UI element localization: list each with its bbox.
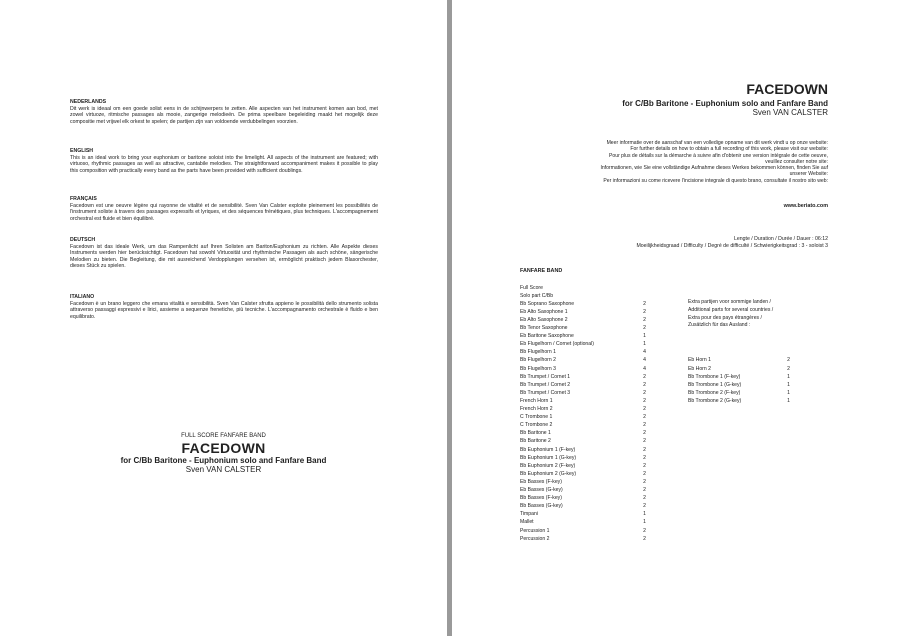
right-composer: Sven VAN CALSTER [752, 108, 828, 117]
instrument-row [520, 316, 646, 324]
instrument-row [520, 356, 646, 364]
left-page [0, 0, 447, 636]
info-line: veuillez consulter notre site: [765, 158, 828, 165]
cover-subtitle: for C/Bb Baritone - Euphonium solo and Fanfare Band [120, 456, 327, 465]
extra-parts-header [688, 299, 773, 330]
info-line: For further details on how to obtain a full recording of this work, please visit our website: [630, 146, 828, 153]
instrument-name: Bb Flugelhorn 1 [520, 349, 556, 356]
instrument-row [520, 300, 646, 308]
extra-instrument-row [688, 381, 790, 389]
instrument-qty: 2 [643, 503, 646, 510]
extra-instrument-row [688, 397, 790, 405]
instrument-qty: 2 [643, 487, 646, 493]
instrument-name: Bb Flugelhorn 3 [520, 365, 556, 372]
instrument-name: Bb Euphonium 2 (F-key) [520, 462, 576, 469]
instrument-row [520, 429, 646, 437]
right-subtitle: for C/Bb Baritone - Euphonium solo and Fanfare Band [622, 99, 828, 108]
instrument-name: Solo part C/Bb [520, 292, 554, 299]
instrument-qty: 1 [787, 389, 790, 396]
instrument-row [520, 494, 646, 502]
right-title-block [622, 81, 828, 117]
extra-header-line: Extra partijen voor sommige landen / [688, 299, 771, 305]
instrument-name: Bb Euphonium 1 (F-key) [520, 446, 576, 453]
instrument-row [520, 518, 646, 526]
instrument-qty: 2 [643, 446, 646, 453]
instrument-qty: 2 [643, 535, 646, 542]
instrument-row [520, 405, 646, 413]
info-line: unserer Website: [789, 171, 828, 178]
instrument-name: Bb Trumpet / Cornet 1 [520, 373, 571, 380]
instrument-name: Eb Horn 1 [688, 357, 711, 364]
instrument-row [520, 527, 646, 535]
instrument-row [520, 470, 646, 478]
instrument-name: Bb Trombone 2 (G-key) [688, 397, 742, 404]
instrument-name: Timpani [520, 511, 538, 518]
instrument-qty: 1 [643, 341, 646, 348]
instrument-row [520, 421, 646, 429]
extra-header-line: Zusätzlich für das Ausland : [688, 322, 751, 329]
instrument-name: Bb Trombone 2 (F-key) [688, 389, 741, 396]
extra-instrument-row [688, 373, 790, 381]
instrument-row [520, 308, 646, 316]
instrument-row [520, 365, 646, 373]
instrument-qty: 1 [787, 397, 790, 404]
instrument-name: Bb Euphonium 2 (G-key) [520, 470, 577, 477]
instrument-name: Eb Baritone Saxophone [520, 333, 574, 340]
instrument-qty: 2 [643, 381, 646, 388]
instrument-row [520, 373, 646, 381]
instrument-qty: 2 [643, 478, 646, 485]
instrument-name: Percussion 1 [520, 527, 550, 534]
instrument-qty: 4 [643, 365, 646, 372]
instrument-qty: 2 [643, 406, 646, 412]
instrument-qty: 2 [643, 430, 646, 437]
instrument-row [520, 462, 646, 470]
info-line: Pour plus de détails sur la démarche à suivre afin d'obtenir une version intégrale de cette oeuvre, [609, 152, 828, 159]
difficulty-line: Moeilijkheidsgraad / Difficulty / Degré de difficulté / Schwierigkeitsgrad : 3 - soloist 3 [636, 243, 828, 249]
section-text: Dit werk is ideaal om een goede solist eens in de schijnwerpers te zetten. Alle aspecten van het instrument komen aan bod, met zowel virtuoze, ritmische passages als mooie, zangerige melodieën. De prima speelbare begeleiding maakt het mogelijk deze compositie met vrijwel elk orkest te spelen; de partijen zijn van voldoende verdubbelingen voorzien. [70, 105, 378, 125]
instrument-qty: 2 [643, 470, 646, 477]
instrument-name: Eb Alto Saxophone 2 [520, 316, 568, 323]
instrument-name: Bb Trombone 1 (G-key) [688, 381, 742, 388]
instrument-qty: 2 [643, 316, 646, 323]
instrument-name: Bb Soprano Saxophone [520, 300, 575, 307]
instrument-name: Percussion 2 [520, 535, 550, 542]
duration-difficulty [636, 236, 828, 250]
instrument-name: C Trombone 2 [520, 422, 553, 429]
section-english [70, 148, 378, 174]
instrument-name: C Trombone 1 [520, 414, 553, 421]
instrument-row [520, 397, 646, 405]
instrument-qty: 1 [643, 511, 646, 518]
info-line: Informationen, wie Sie eine vollständige Aufnahme dieses Werkes bekommen können, finden Sie auf [600, 165, 828, 172]
instrument-row [520, 413, 646, 421]
instrument-row [520, 340, 646, 348]
instrument-qty: 1 [787, 373, 790, 380]
section-italiano [70, 294, 378, 320]
cover-title: FACEDOWN [181, 440, 266, 456]
instrument-name: Bb Euphonium 1 (G-key) [520, 454, 577, 461]
instrument-qty: 2 [643, 325, 646, 331]
instrument-qty: 2 [787, 357, 790, 364]
section-label: FANFARE BAND [520, 268, 563, 274]
instrument-qty: 2 [787, 365, 790, 372]
website-link[interactable]: www.beriato.com [783, 203, 828, 209]
instrument-row [520, 478, 646, 486]
section-francais [70, 196, 378, 222]
instrument-name: Eb Basses (G-key) [520, 487, 563, 493]
instrument-qty: 2 [643, 454, 646, 461]
duration-line: Lengte / Duration / Durée / Dauer : 06:12 [733, 236, 828, 242]
instrument-name: French Horn 1 [520, 397, 553, 404]
instrument-name: Bb Tenor Saxophone [520, 325, 568, 331]
extra-instrument-row [688, 356, 790, 364]
instrument-row [520, 324, 646, 332]
instrument-qty: 1 [643, 519, 646, 526]
instrument-qty: 2 [643, 414, 646, 421]
section-heading: FRANÇAIS [70, 196, 97, 202]
instrument-qty: 1 [787, 381, 790, 388]
info-line: Meer informatie over de aanschaf van een volledige opname van dit werk vindt u op onze website: [606, 140, 828, 146]
section-text: Facedown ist das ideale Werk, um das Rampenlicht auf Ihren Solisten am Bariton/Euphonium zu richten. Alle Aspekte dieses Instruments werden hier berücksichtigt. Facedown hat sowohl Virtuosität und rhythmische Passagen als auch schöne, sängerische Melodien zu bieten. Die Begleitung, die mit ausreichend Verdopplungen versehen ist, ermöglicht praktisch jedem Blasorchester, dieses Stück zu spielen. [70, 243, 378, 269]
instrument-row [520, 332, 646, 340]
section-nederlands [70, 99, 378, 125]
extra-header-line: Additional parts for several countries / [688, 306, 774, 313]
instrument-qty: 2 [643, 300, 646, 307]
instrument-row [520, 284, 646, 292]
instrument-name: Eb Basses (F-key) [520, 478, 562, 485]
instrument-qty: 2 [643, 495, 646, 502]
right-title: FACEDOWN [746, 81, 828, 97]
instrument-row [520, 389, 646, 397]
instrument-name: Bb Trumpet / Cornet 2 [520, 381, 571, 388]
section-text: This is an ideal work to bring your euphonium or baritone soloist into the limelight. All aspects of the instrument are featured; with virtuoso, rhythmic passages as well as attractive, cantabile melodies. The straightforward accompaniment makes it possible to play this composition with practically every band as the parts have been provided with sufficient doublings. [70, 154, 378, 174]
instrument-row [520, 510, 646, 518]
instrument-row [520, 535, 646, 543]
instrument-qty: 4 [643, 349, 646, 356]
instrument-row [520, 381, 646, 389]
instrument-name: Bb Flugelhorn 2 [520, 357, 556, 364]
section-deutsch [70, 237, 378, 270]
instrument-name: Full Score [520, 284, 543, 291]
instrument-qty: 2 [643, 527, 646, 534]
instrument-name: Eb Flugelhorn / Cornet (optional) [520, 341, 594, 348]
instrument-name: French Horn 2 [520, 406, 553, 412]
instrument-name: Eb Horn 2 [688, 365, 711, 372]
section-text: Facedown est une oeuvre légère qui rayonne de vitalité et de sensibilité. Sven Van Calster exploite pleinement les possibilités de l'instrument soliste à travers des passages expressifs et lyriques, et des séquences frénétiques, plus techniques. L'accompagnement orchestral est fluide et bien équilibré. [70, 202, 378, 222]
instrument-name: Bb Trombone 1 (F-key) [688, 373, 741, 380]
instrument-qty: 2 [643, 373, 646, 380]
instrument-qty: 2 [643, 308, 646, 315]
extra-instrument-row [688, 389, 790, 397]
instrument-qty: 2 [643, 462, 646, 469]
section-heading: ITALIANO [70, 294, 95, 300]
instrument-name: Mallet [520, 519, 534, 526]
extra-instrument-row [688, 365, 790, 373]
recording-info [508, 140, 828, 184]
section-heading: ENGLISH [70, 148, 94, 154]
instrument-row [520, 292, 646, 300]
instrument-qty: 1 [643, 333, 646, 340]
instrument-row [520, 348, 646, 356]
instrument-name: Bb Basses (G-key) [520, 503, 563, 510]
instrument-row [520, 486, 646, 494]
section-text: Facedown è un brano leggero che emana vitalità e sensibilità. Sven Van Calster sfrutta appieno le possibilità dello strumento solista attraverso passaggi espressivi e lirici, assieme a sequenze frenetiche, più tecniche. L'accompagnamento orchestrale è fluido e ben equilibrato. [70, 300, 378, 320]
instrument-name: Bb Trumpet / Cornet 3 [520, 389, 571, 396]
instrument-row [520, 437, 646, 445]
instrument-qty: 2 [643, 438, 646, 445]
info-line: Per informazioni su come ricevere l'incisione integrale di questo brano, consultate il nostro sito web: [603, 177, 828, 184]
instrument-row [520, 454, 646, 462]
instrument-name: Bb Baritone 1 [520, 430, 551, 437]
instrument-name: Bb Basses (F-key) [520, 495, 562, 502]
instrument-row [520, 502, 646, 510]
instrument-qty: 2 [643, 397, 646, 404]
instrument-row [520, 446, 646, 454]
cover-composer: Sven VAN CALSTER [185, 465, 262, 474]
instrument-name: Eb Alto Saxophone 1 [520, 308, 568, 315]
instrument-qty: 2 [643, 422, 646, 429]
section-heading: DEUTSCH [70, 237, 96, 243]
cover-title-block [0, 433, 447, 474]
instrument-name: Bb Baritone 2 [520, 438, 551, 445]
instrument-qty: 2 [643, 389, 646, 396]
section-heading: NEDERLANDS [70, 99, 107, 105]
score-label: FULL SCORE FANFARE BAND [181, 433, 266, 439]
extra-header-line: Extra pour des pays étrangères / [688, 314, 762, 321]
instrument-qty: 4 [643, 357, 646, 364]
